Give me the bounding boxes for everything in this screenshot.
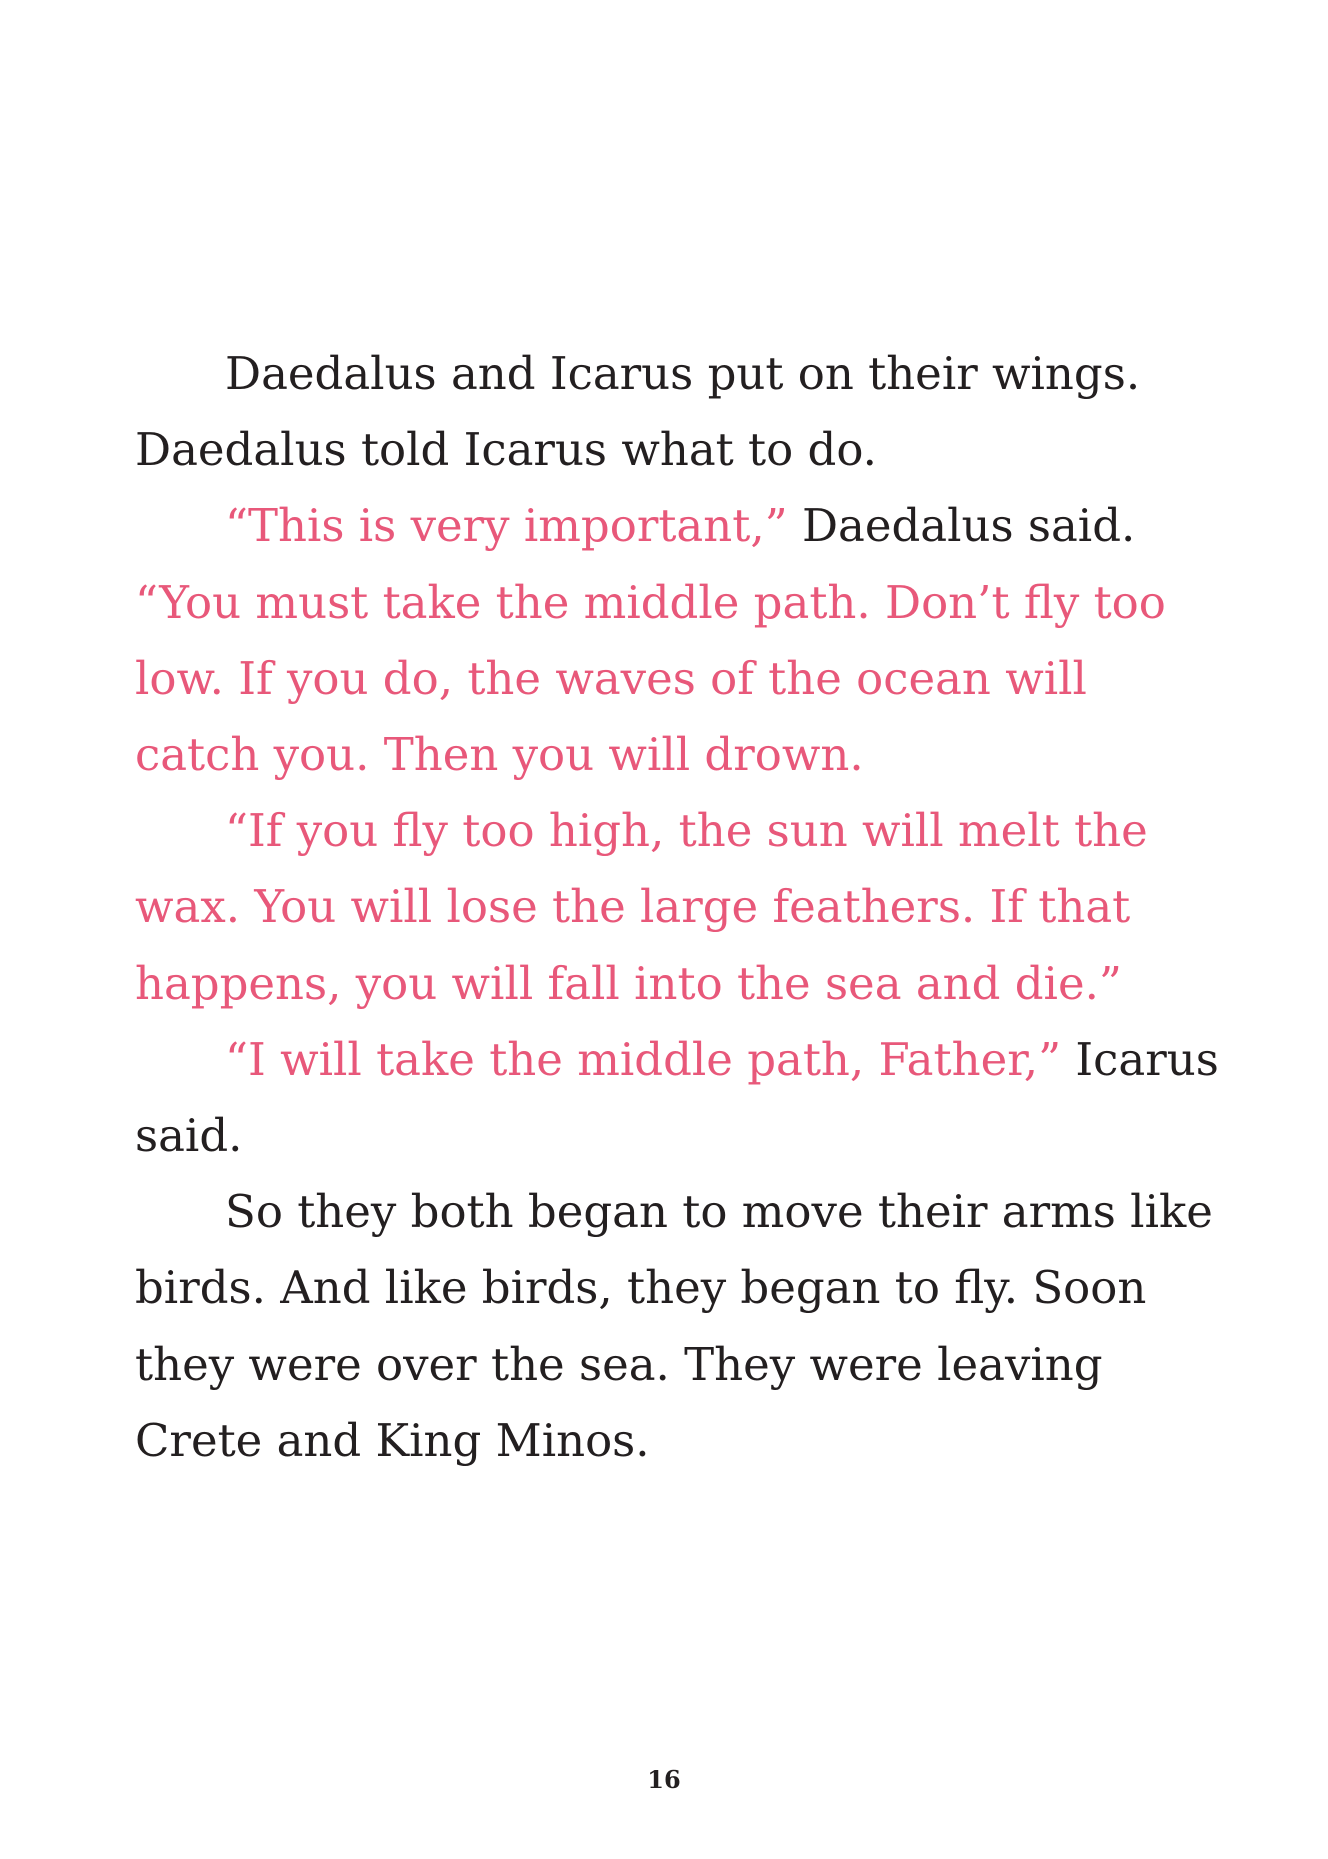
text-line	[135, 1022, 1219, 1098]
narration-text: Daedalus and Icarus put on their wings.	[225, 347, 1141, 400]
text-line	[135, 793, 1210, 869]
text-line	[135, 412, 1210, 488]
text-line	[135, 336, 1210, 412]
dialogue-text: low. If you do, the waves of the ocean will	[135, 651, 1087, 705]
text-line	[135, 1403, 1210, 1479]
narration-text: Crete and King Minos.	[135, 1413, 650, 1467]
text-line	[135, 1250, 1210, 1326]
text-line	[135, 488, 1210, 564]
narration-text: birds. And like birds, they began to fly. Soon	[135, 1261, 1147, 1315]
text-line	[135, 946, 1210, 1022]
text-line	[135, 641, 1210, 717]
dialogue-text: “This is very important,”	[225, 499, 788, 553]
narration-text: Daedalus told Icarus what to do.	[135, 423, 877, 477]
dialogue-text: “You must take the middle path. Don’t fly too	[135, 575, 1166, 629]
text-line	[135, 717, 1210, 793]
narration-text: Icarus	[1061, 1032, 1219, 1086]
narration-text: said.	[135, 1109, 243, 1163]
narration-text: Daedalus said.	[787, 499, 1136, 553]
text-line	[135, 1174, 1213, 1250]
dialogue-text: “I will take the middle path, Father,”	[225, 1032, 1062, 1086]
dialogue-text: catch you. Then you will drown.	[135, 728, 864, 782]
text-line	[135, 1098, 1210, 1174]
text-line	[135, 565, 1210, 641]
page-number: 16	[647, 1765, 681, 1794]
story-text	[135, 336, 1219, 1479]
dialogue-text: happens, you will fall into the sea and die.”	[135, 956, 1122, 1010]
narration-text: they were over the sea. They were leaving	[135, 1337, 1103, 1391]
text-line	[135, 869, 1210, 945]
narration-text: So they both began to move their arms like	[225, 1185, 1213, 1239]
dialogue-text: “If you fly too high, the sun will melt the	[225, 804, 1148, 858]
dialogue-text: wax. You will lose the large feathers. If that	[135, 880, 1131, 934]
text-line	[135, 1327, 1210, 1403]
